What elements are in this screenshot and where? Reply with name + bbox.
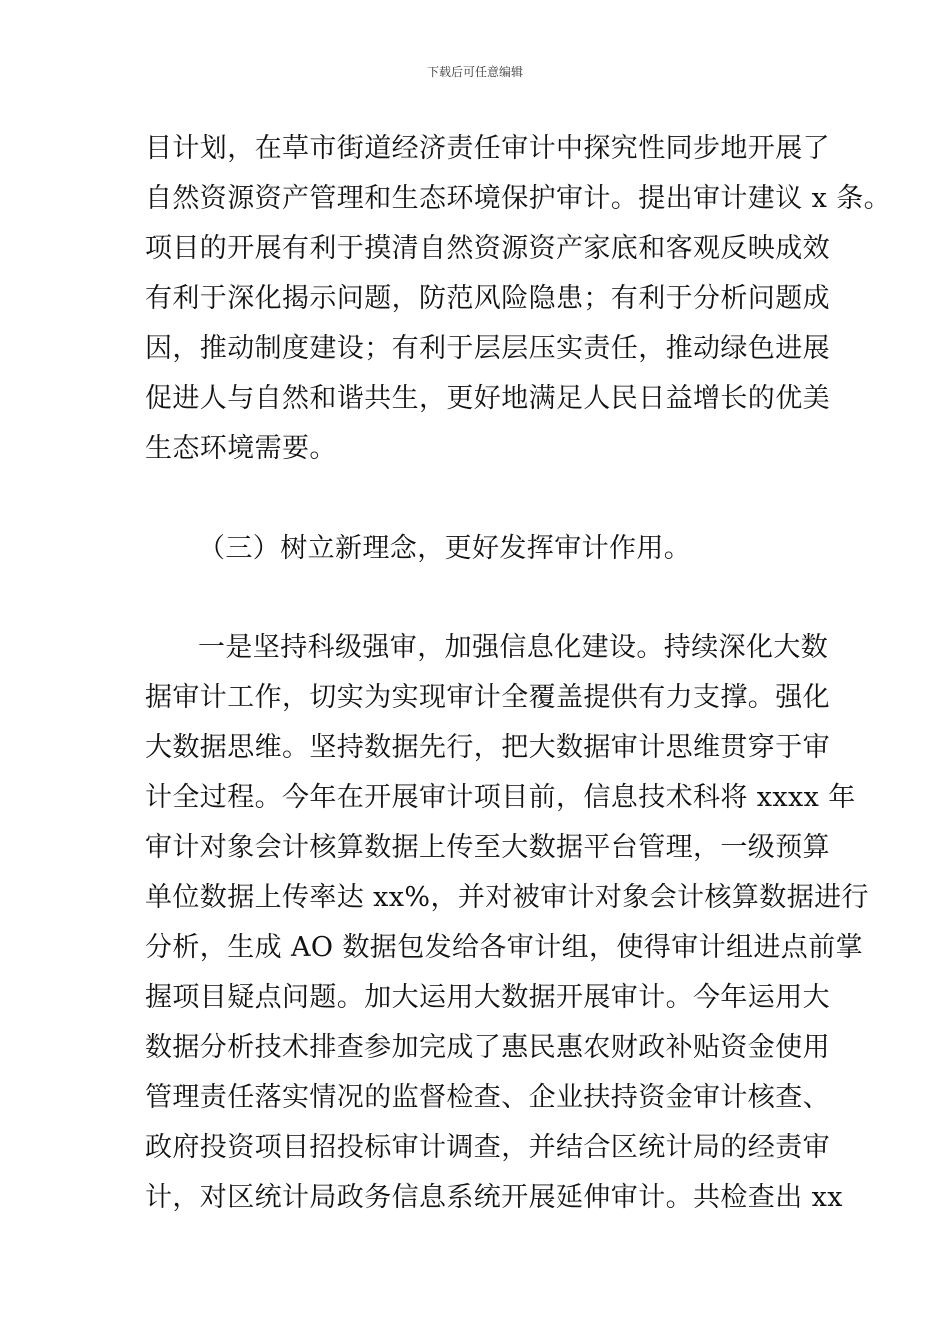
paragraph-line: 计全过程。今年在开展审计项目前，信息技术科将 xxxx 年 bbox=[145, 782, 856, 813]
paragraph-line: 审计对象会计核算数据上传至大数据平台管理，一级预算 bbox=[145, 832, 830, 863]
paragraph-line: 一是坚持科级强审，加强信息化建设。持续深化大数 bbox=[198, 632, 829, 663]
paragraph-line: 有利于深化揭示问题，防范风险隐患；有利于分析问题成 bbox=[145, 283, 830, 314]
paragraph-line: 计，对区统计局政务信息系统开展延伸审计。共检查出 xx bbox=[145, 1182, 843, 1213]
paragraph-line: 自然资源资产管理和生态环境保护审计。提出审计建议 x 条。 bbox=[145, 183, 891, 214]
paragraph-line: 单位数据上传率达 xx%，并对被审计对象会计核算数据进行 bbox=[145, 882, 869, 913]
page-header: 下载后可任意编辑 bbox=[426, 65, 523, 79]
paragraph-line: 握项目疑点问题。加大运用大数据开展审计。今年运用大 bbox=[145, 982, 830, 1013]
paragraph-line: 数据分析技术排查参加完成了惠民惠农财政补贴资金使用 bbox=[145, 1032, 830, 1063]
paragraph-line: 促进人与自然和谐共生，更好地满足人民日益增长的优美 bbox=[145, 383, 830, 414]
paragraph-line: 目计划，在草市街道经济责任审计中探究性同步地开展了 bbox=[145, 133, 830, 164]
paragraph-line: 项目的开展有利于摸清自然资源资产家底和客观反映成效 bbox=[145, 233, 830, 264]
paragraph-line: 大数据思维。坚持数据先行，把大数据审计思维贯穿于审 bbox=[145, 732, 830, 763]
paragraph-line: 管理责任落实情况的监督检查、企业扶持资金审计核查、 bbox=[145, 1082, 830, 1113]
paragraph-line: 因，推动制度建设；有利于层层压实责任，推动绿色进展 bbox=[145, 333, 830, 364]
paragraph-line: 政府投资项目招投标审计调查，并结合区统计局的经责审 bbox=[145, 1132, 830, 1163]
paragraph-line: 据审计工作，切实为实现审计全覆盖提供有力支撑。强化 bbox=[145, 682, 830, 713]
section-heading: （三）树立新理念，更好发挥审计作用。 bbox=[198, 533, 692, 564]
paragraph-line: 生态环境需要。 bbox=[145, 433, 337, 464]
paragraph-line: 分析，生成 AO 数据包发给各审计组，使得审计组进点前掌 bbox=[145, 932, 863, 963]
